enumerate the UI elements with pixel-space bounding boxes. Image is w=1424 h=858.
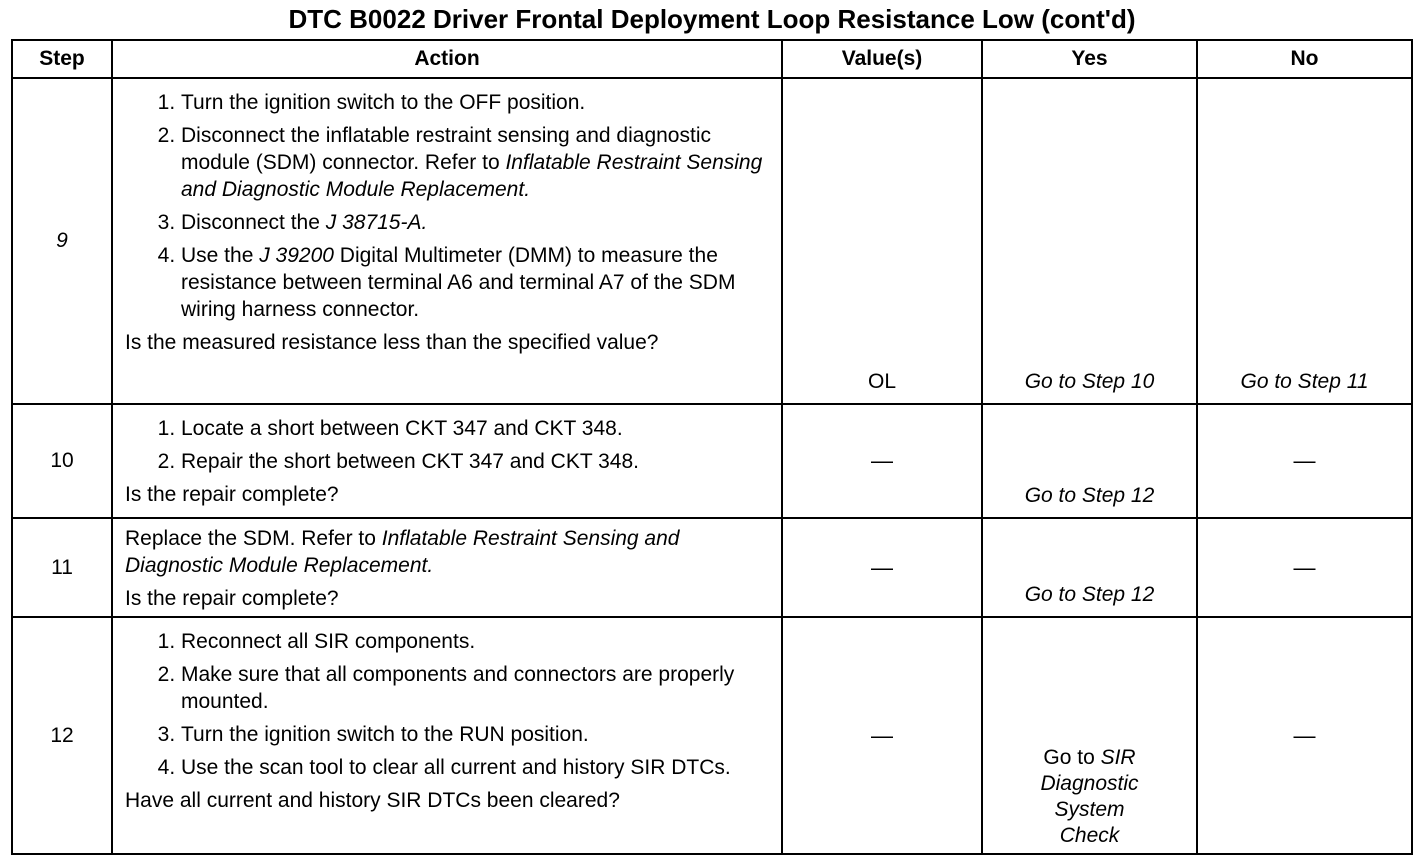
step-number: 9: [12, 78, 112, 404]
no-cell: —: [1197, 404, 1412, 518]
table-row: [12, 78, 1412, 404]
action-item: 4. Use the J 39200 Digital Multimeter (DMM) to measure the resistance between terminal A6 and terminal A7 of the SDM wiring harness connector.: [181, 242, 773, 323]
no-cell: Go to Step 11: [1197, 78, 1412, 404]
value-cell: —: [782, 404, 982, 518]
table-row: [12, 617, 1412, 854]
action-item: 1. Locate a short between CKT 347 and CKT 348.: [181, 415, 773, 442]
action-cell: [112, 404, 782, 518]
step-number: 11: [12, 518, 112, 617]
value-cell: —: [782, 518, 982, 617]
yes-cell: Go to SIR Diagnostic System Check: [982, 617, 1197, 854]
action-cell: [112, 518, 782, 617]
value-cell: —: [782, 617, 982, 854]
value-cell: OL: [782, 78, 982, 404]
diagnostic-table: [11, 39, 1413, 855]
action-item: 2. Disconnect the inflatable restraint sensing and diagnostic module (SDM) connector. Refer to Inflatable Restraint Sensing and Diagnostic Module Replacement.: [181, 122, 773, 203]
action-cell: [112, 78, 782, 404]
action-item: 4. Use the scan tool to clear all current and history SIR DTCs.: [181, 754, 773, 781]
yes-cell: Go to Step 12: [982, 404, 1197, 518]
no-cell: —: [1197, 617, 1412, 854]
action-item: 2. Repair the short between CKT 347 and CKT 348.: [181, 448, 773, 475]
action-paragraph: Replace the SDM. Refer to Inflatable Restraint Sensing and Diagnostic Module Replacement.: [125, 527, 680, 577]
question-text: Have all current and history SIR DTCs been cleared?: [125, 789, 620, 812]
question-text: Is the repair complete?: [125, 483, 339, 506]
question-text: Is the measured resistance less than the specified value?: [125, 331, 659, 354]
action-item: 2. Make sure that all components and connectors are properly mounted.: [181, 661, 773, 715]
action-item: 1. Turn the ignition switch to the OFF position.: [181, 89, 773, 116]
no-cell: —: [1197, 518, 1412, 617]
question-text: Is the repair complete?: [125, 587, 339, 610]
header-values: Value(s): [782, 40, 982, 78]
table-row: [12, 404, 1412, 518]
header-step: Step: [12, 40, 112, 78]
yes-cell: Go to Step 12: [982, 518, 1197, 617]
header-yes: Yes: [982, 40, 1197, 78]
header-no: No: [1197, 40, 1412, 78]
header-row: [12, 40, 1412, 78]
step-number: 10: [12, 404, 112, 518]
action-item: 3. Turn the ignition switch to the RUN position.: [181, 721, 773, 748]
step-number: 12: [12, 617, 112, 854]
action-item: 3. Disconnect the J 38715-A.: [181, 209, 773, 236]
action-item: 1. Reconnect all SIR components.: [181, 628, 773, 655]
page-title: DTC B0022 Driver Frontal Deployment Loop Resistance Low (cont'd): [288, 4, 1136, 34]
table-row: [12, 518, 1412, 617]
header-action: Action: [112, 40, 782, 78]
action-cell: [112, 617, 782, 854]
yes-cell: Go to Step 10: [982, 78, 1197, 404]
